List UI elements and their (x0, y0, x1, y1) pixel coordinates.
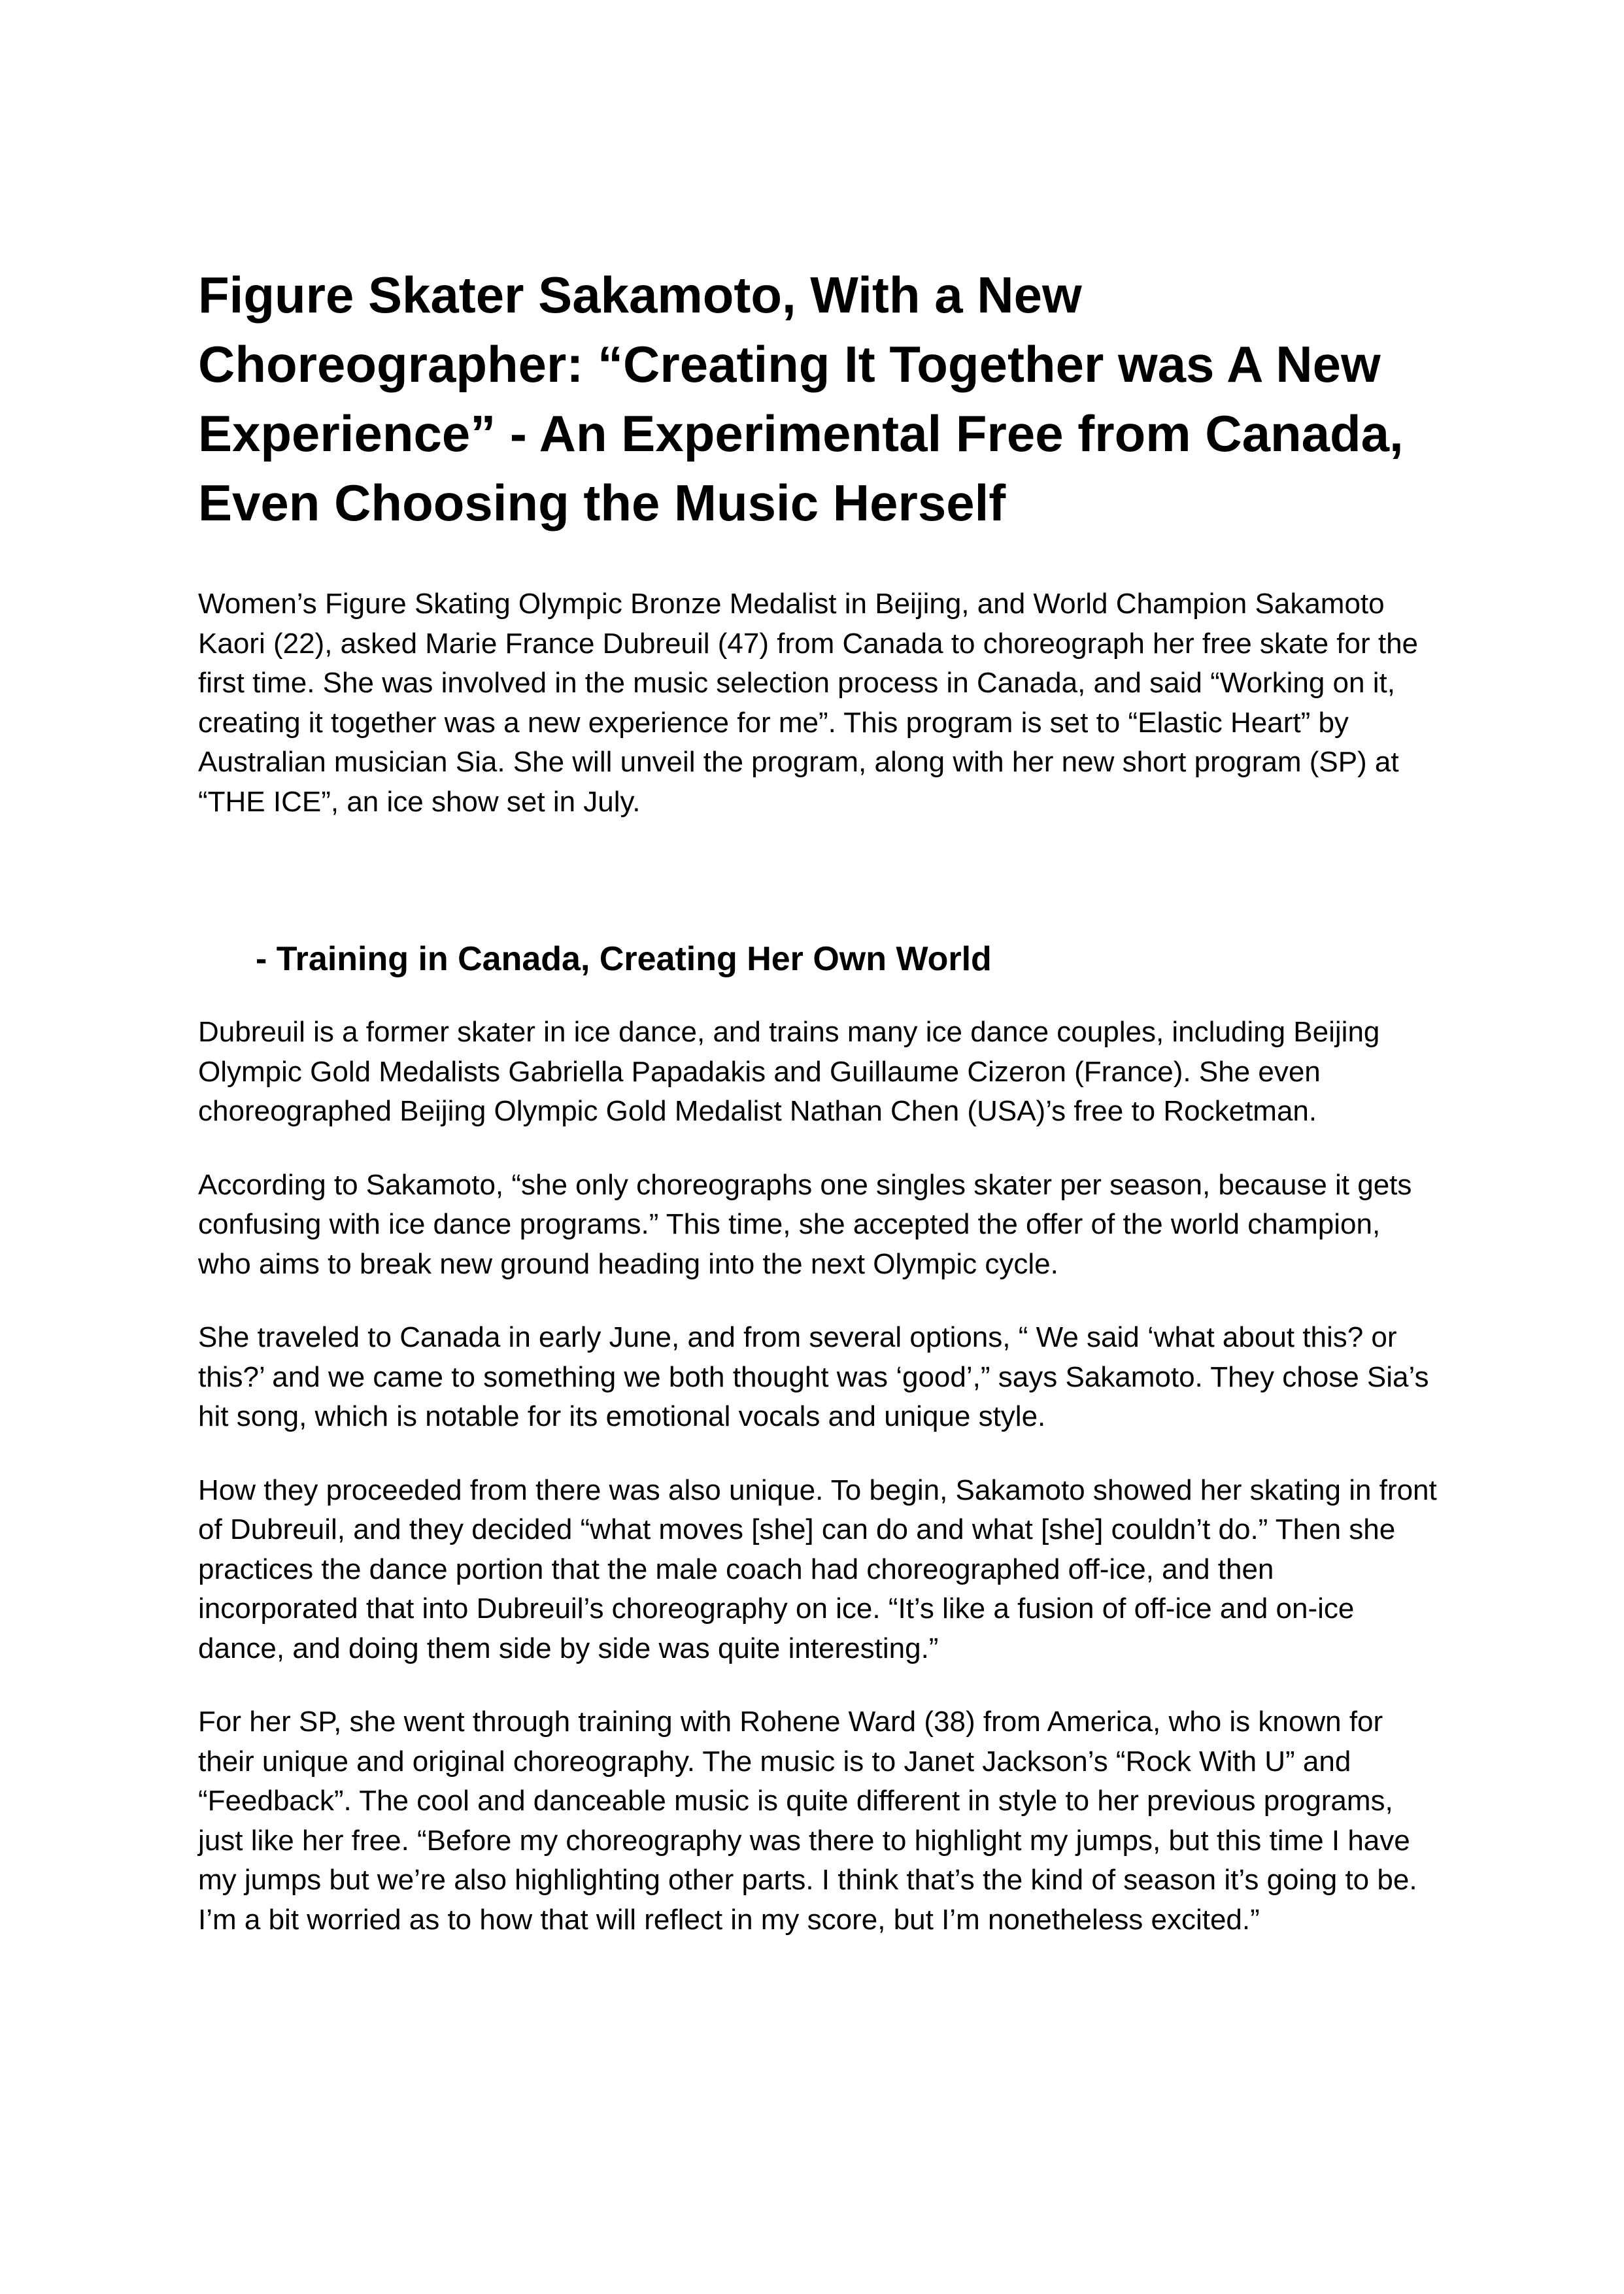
intro-paragraph: Women’s Figure Skating Olympic Bronze Medalist in Beijing, and World Champion Sakamoto Kaori (22), asked Marie France Dubreuil (47) from Canada to choreograph her free skate for the first time. She was involved in the music selection process in Canada, and said “Working on it, creating it together was a new experience for me”. This program is set to “Elastic Heart” by Australian musician Sia. She will unveil the program, along with her new short program (SP) at “THE ICE”, an ice show set in July. (198, 588, 1419, 818)
body-paragraph: According to Sakamoto, “she only choreographs one singles skater per season, because it gets confusing with ice dance programs.” This time, she accepted the offer of the world champion, who aims to break new ground heading into the next Olympic cycle. (198, 1168, 1412, 1280)
article-title: Figure Skater Sakamoto, With a New Choreographer: “Creating It Together was A New Experience” - An Experimental Free from Canada, Even Choosing the Music Herself (198, 266, 1404, 531)
body-paragraph: For her SP, she went through training with Rohene Ward (38) from America, who is known for their unique and original choreography. The music is to Janet Jackson’s “Rock With U” and “Feedback”. The cool and danceable music is quite different in style to her previous programs, just like her free. “Before my choreography was there to highlight my jumps, but this time I have my jumps but we’re also highlighting other parts. I think that’s the kind of season it’s going to be. I’m a bit worried as to how that will reflect in my score, but I’m nonetheless excited.” (198, 1706, 1417, 1936)
document-page (198, 260, 1440, 1940)
body-paragraph: Dubreuil is a former skater in ice dance, and trains many ice dance couples, including Beijing Olympic Gold Medalists Gabriella Papadakis and Guillaume Cizeron (France). She even choreographed Beijing Olympic Gold Medalist Nathan Chen (USA)’s free to Rocketman. (198, 1016, 1380, 1127)
section-subheading: - Training in Canada, Creating Her Own World (256, 940, 992, 978)
body-paragraph: How they proceeded from there was also unique. To begin, Sakamoto showed her skating in front of Dubreuil, and they decided “what moves [she] can do and what [she] couldn’t do.” Then she practices the dance portion that the male coach had choreographed off-ice, and then incorporated that into Dubreuil’s choreography on ice. “It’s like a fusion of off-ice and on-ice dance, and doing them side by side was quite interesting.” (198, 1474, 1437, 1664)
body-paragraph: She traveled to Canada in early June, and from several options, “ We said ‘what about this? or this?’ and we came to something we both thought was ‘good’,” says Sakamoto. They chose Sia’s hit song, which is notable for its emotional vocals and unique style. (198, 1321, 1429, 1432)
